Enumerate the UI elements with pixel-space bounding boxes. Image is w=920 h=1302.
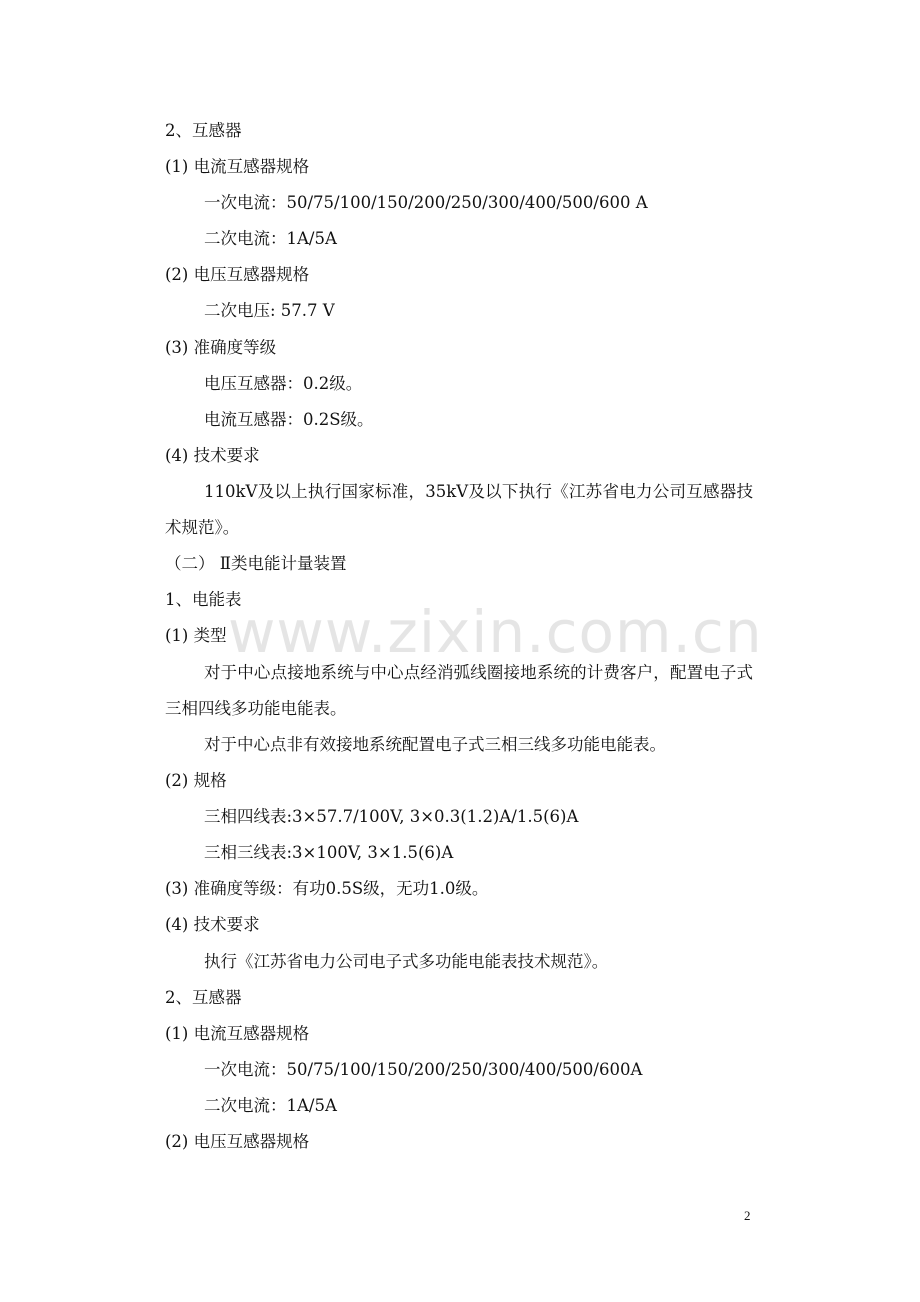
section-heading: （二） Ⅱ类电能计量装置 <box>165 554 347 573</box>
body-paragraph: 对于中心点接地系统与中心点经消弧线圈接地系统的计费客户，配置电子式三相四线多功能电能表。 <box>165 663 753 718</box>
body-line: 一次电流：50/75/100/150/200/250/300/400/500/600A <box>204 1060 643 1079</box>
subsection-heading: (1) 电流互感器规格 <box>165 1024 310 1043</box>
subsection-heading: (3) 准确度等级 <box>165 338 277 357</box>
subsection-heading: (3) 准确度等级：有功0.5S级，无功1.0级。 <box>165 879 489 898</box>
section-heading: 2、互感器 <box>165 988 242 1007</box>
body-line: 电压互感器：0.2级。 <box>204 374 363 393</box>
subsection-heading: (2) 电压互感器规格 <box>165 265 310 284</box>
body-line: 二次电流：1A/5A <box>204 1096 337 1115</box>
body-paragraph: 110kV及以上执行国家标准，35kV及以下执行《江苏省电力公司互感器技术规范》。 <box>165 482 753 537</box>
page-number: 2 <box>744 1208 751 1223</box>
body-line: 一次电流：50/75/100/150/200/250/300/400/500/600 A <box>204 193 648 212</box>
body-line: 二次电流：1A/5A <box>204 229 337 248</box>
section-heading: 2、互感器 <box>165 121 242 140</box>
body-line: 对于中心点非有效接地系统配置电子式三相三线多功能电能表。 <box>204 735 666 754</box>
subsection-heading: (2) 电压互感器规格 <box>165 1132 310 1151</box>
subsection-heading: (1) 类型 <box>165 626 227 645</box>
watermark: www.zixin.com.cn <box>228 598 763 666</box>
body-line: 三相四线表:3×57.7/100V, 3×0.3(1.2)A/1.5(6)A <box>204 807 579 826</box>
body-line: 三相三线表:3×100V, 3×1.5(6)A <box>204 843 454 862</box>
body-line: 电流互感器：0.2S级。 <box>204 410 374 429</box>
subsection-heading: (4) 技术要求 <box>165 915 260 934</box>
body-line: 二次电压: 57.7 V <box>204 301 335 320</box>
section-heading: 1、电能表 <box>165 590 242 609</box>
body-line: 执行《江苏省电力公司电子式多功能电能表技术规范》。 <box>204 952 609 971</box>
subsection-heading: (2) 规格 <box>165 771 227 790</box>
subsection-heading: (4) 技术要求 <box>165 446 260 465</box>
subsection-heading: (1) 电流互感器规格 <box>165 157 310 176</box>
